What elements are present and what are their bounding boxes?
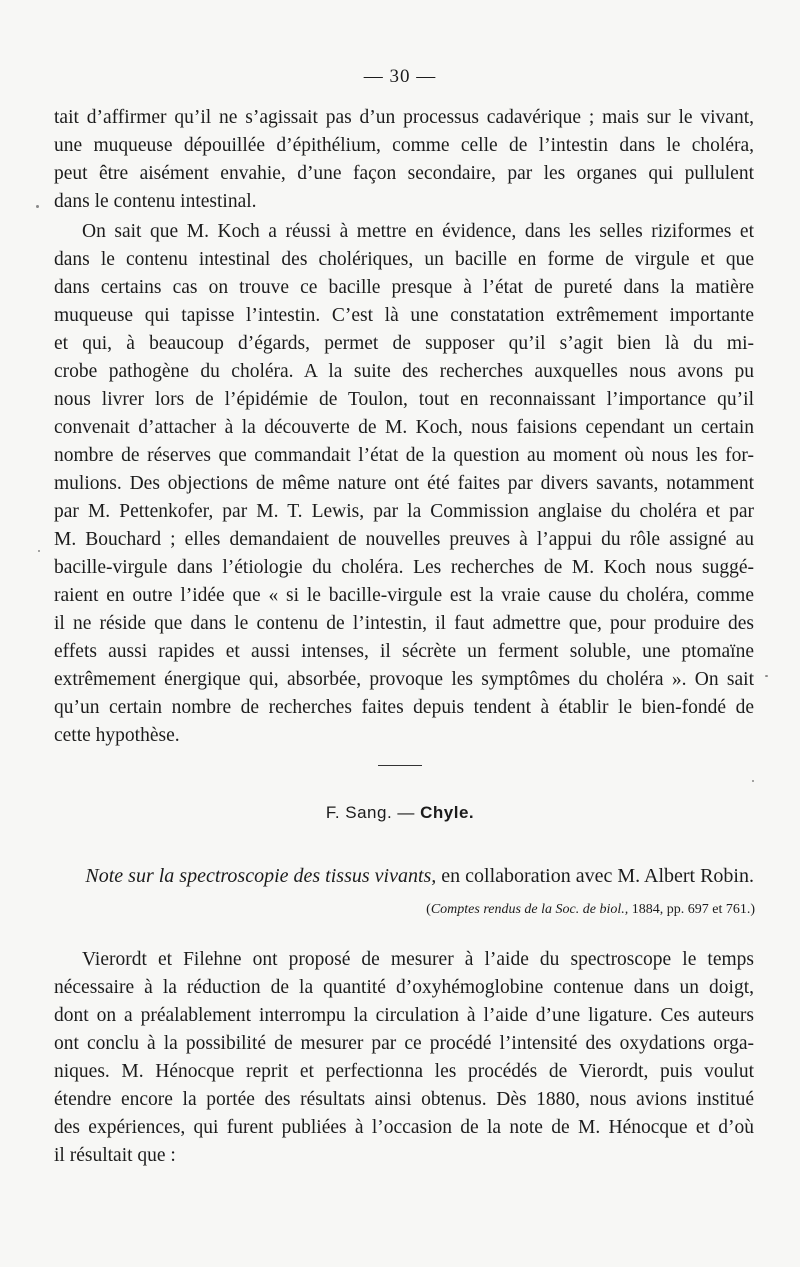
section-heading bbox=[0, 803, 800, 823]
section-title: Chyle. bbox=[420, 803, 475, 822]
note-ref-open: ( bbox=[426, 902, 431, 917]
text-line: ont conclu à la possibilité de mesurer par ce procédé l’intensité des oxydations orga- bbox=[54, 1033, 754, 1054]
text-line: niques. M. Hénocque reprit et perfectionna les procédés de Vierordt, puis voulut bbox=[54, 1061, 754, 1082]
text-line: une muqueuse dépouillée d’épithélium, comme celle de l’intestin dans le choléra, bbox=[54, 135, 754, 156]
note-title-rest: en collaboration avec M. Albert Robin. bbox=[436, 865, 754, 887]
text-line: peut être aisément envahie, d’une façon secondaire, par les organes qui pullulent bbox=[54, 163, 754, 184]
note-reference bbox=[200, 902, 755, 918]
text-line: muqueuse qui tapisse l’intestin. C’est là une constatation extrêmement importante bbox=[54, 305, 754, 326]
text-line: On sait que M. Koch a réussi à mettre en évidence, dans les selles riziformes et bbox=[82, 221, 754, 242]
text-line: effets aussi rapides et aussi intenses, il sécrète un ferment soluble, une ptomaïne bbox=[54, 641, 754, 662]
text-line: nécessaire à la réduction de la quantité d’oxyhémoglobine contenue dans un doigt, bbox=[54, 977, 754, 998]
text-line: par M. Pettenkofer, par M. T. Lewis, par la Commission anglaise du choléra et par bbox=[54, 501, 754, 522]
paper-speck bbox=[765, 675, 768, 677]
paragraph-1 bbox=[54, 104, 754, 216]
text-line: des expériences, qui furent publiées à l’occasion de la note de M. Hénocque et d’où bbox=[54, 1117, 754, 1138]
paragraph-2 bbox=[54, 218, 754, 750]
section-label: F. Sang. bbox=[325, 803, 393, 822]
text-line: bacille-virgule dans l’étiologie du choléra. Les recherches de M. Koch nous suggé- bbox=[54, 557, 754, 578]
text-line: Vierordt et Filehne ont proposé de mesurer à l’aide du spectroscope le temps bbox=[82, 949, 754, 970]
text-line: dans certains cas on trouve ce bacille presque à l’état de pureté dans la matière bbox=[54, 277, 754, 298]
text-line: il ne réside que dans le contenu de l’intestin, il faut admettre que, pour produire des bbox=[54, 613, 754, 634]
text-line: tait d’affirmer qu’il ne s’agissait pas d’un processus cadavérique ; mais sur le vivant, bbox=[54, 107, 754, 128]
note-title bbox=[64, 865, 754, 888]
text-line: nombre de réserves que commandait l’état de la question au moment où nous les for- bbox=[54, 445, 754, 466]
text-line: il résultait que : bbox=[54, 1145, 176, 1166]
text-line: dont on a préalablement interrompu la circulation à l’aide d’une ligature. Ces auteurs bbox=[54, 1005, 754, 1026]
text-line: extrêmement énergique qui, absorbée, provoque les symptômes du choléra ». On sait bbox=[54, 669, 754, 690]
note-ref-rest: 1884, pp. 697 et 761.) bbox=[628, 902, 755, 917]
note-title-italic: Note sur la spectroscopie des tissus vivants, bbox=[85, 865, 437, 887]
text-line: nous livrer lors de l’épidémie de Toulon, tout en reconnaissant l’importance qu’il bbox=[54, 389, 754, 410]
paper-speck bbox=[38, 550, 40, 552]
text-line: crobe pathogène du choléra. A la suite des recherches auxquelles nous avons pu bbox=[54, 361, 754, 382]
text-line: M. Bouchard ; elles demandaient de nouvelles preuves à l’appui du rôle assigné au bbox=[54, 529, 754, 550]
note-ref-italic: Comptes rendus de la Soc. de biol., bbox=[430, 902, 629, 917]
text-line: et qui, à beaucoup d’égards, permet de supposer qu’il s’agit bien là du mi- bbox=[54, 333, 754, 354]
text-line: cette hypothèse. bbox=[54, 725, 180, 746]
text-line: dans le contenu intestinal des cholériques, un bacille en forme de virgule et que bbox=[54, 249, 754, 270]
paper-speck bbox=[752, 780, 754, 782]
paragraph-3 bbox=[54, 946, 754, 1170]
section-separator: — bbox=[392, 803, 421, 822]
text-line: convenait d’attacher à la découverte de M. Koch, nous faisions cependant un certain bbox=[54, 417, 754, 438]
text-line: étendre encore la portée des résultats ainsi obtenus. Dès 1880, nous avions institué bbox=[54, 1089, 754, 1110]
text-line: mulions. Des objections de même nature ont été faites par divers savants, notamment bbox=[54, 473, 754, 494]
text-line: qu’un certain nombre de recherches faites depuis tendent à établir le bien-fondé de bbox=[54, 697, 754, 718]
page-number: — 30 — bbox=[363, 66, 437, 87]
text-line: raient en outre l’idée que « si le bacille-virgule est la vraie cause du choléra, comme bbox=[54, 585, 754, 606]
section-divider bbox=[378, 765, 422, 766]
paper-speck bbox=[36, 205, 39, 208]
text-line: dans le contenu intestinal. bbox=[54, 191, 257, 212]
